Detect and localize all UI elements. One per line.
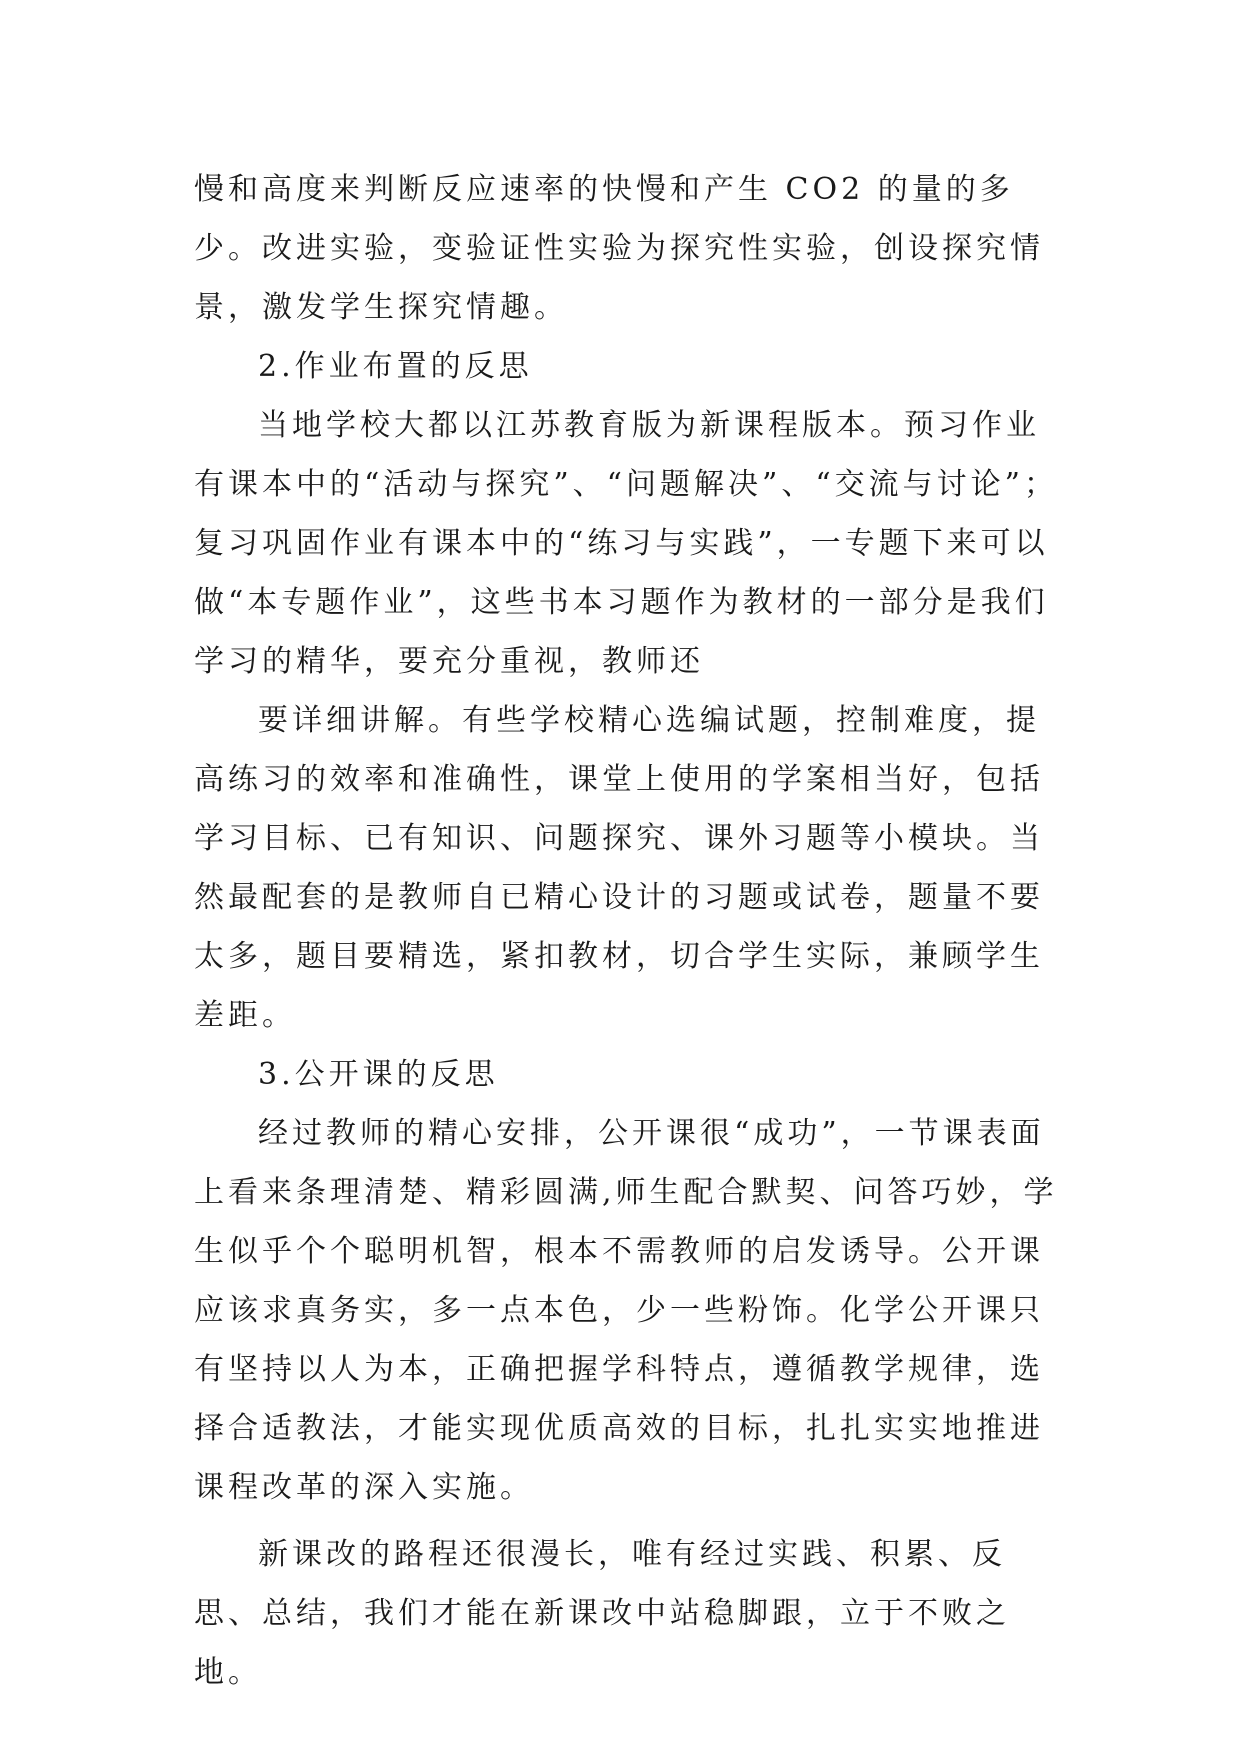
paragraph-conclusion: 新课改的路程还很漫长，唯有经过实践、积累、反思、总结，我们才能在新课改中站稳脚跟，立于不败之地。: [194, 1537, 1010, 1690]
paragraph-continuation: 慢和高度来判断反应速率的快慢和产生 CO2 的量的多少。改进实验，变验证性实验为探究性实验，创设探究情景，激发学生探究情趣。: [194, 172, 1044, 325]
paragraph-open-class: 经过教师的精心安排，公开课很“成功”，一节课表面上看来条理清楚、精彩圆满,师生配合默契、问答巧妙，学生似乎个个聪明机智，根本不需教师的启发诱导。公开课应该求真务实，多一点本色，少一些粉饰。化学公开课只有坚持以人为本，正确把握学科特点，遵循教学规律，选择合适教法，才能实现优质高效的目标，扎扎实实地推进课程改革的深入实施。: [194, 1116, 1058, 1505]
section-heading-homework: 2.作业布置的反思: [258, 349, 533, 384]
document-body: [194, 160, 1064, 1702]
paragraph-spacer: [194, 1517, 1064, 1525]
section-heading-open-class: 3.公开课的反思: [258, 1057, 499, 1092]
paragraph-homework-exercises: 要详细讲解。有些学校精心选编试题，控制难度，提高练习的效率和准确性，课堂上使用的学案相当好，包括学习目标、已有知识、问题探究、课外习题等小模块。当然最配套的是教师自已精心设计的习题或试卷，题量不要太多，题目要精选，紧扣教材，切合学生实际，兼顾学生差距。: [194, 703, 1044, 1033]
paragraph-homework-textbook: 当地学校大都以江苏教育版为新课程版本。预习作业有课本中的“活动与探究”、“问题解决”、“交流与讨论”；复习巩固作业有课本中的“练习与实践”，一专题下来可以做“本专题作业”，这些书本习题作为教材的一部分是我们学习的精华，要充分重视，教师还: [194, 408, 1059, 679]
